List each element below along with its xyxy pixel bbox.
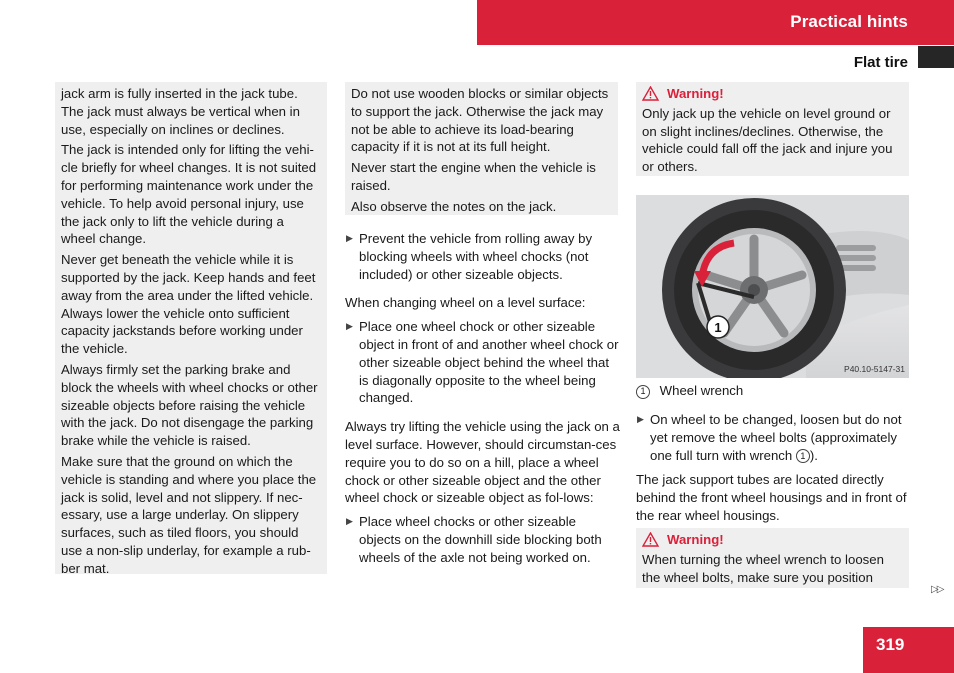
warning-heading <box>642 85 903 103</box>
paragraph: Never start the engine when the vehicle is raised. <box>351 160 596 193</box>
paragraph: Make sure that the ground on which the vehicle is standing and where you place the jack is solid, level and not slippery. If nec-essary, use a large underlay. On slippery surfaces, such as tiled floors, you should use a non-slip underlay, for example a rub-ber mat. <box>61 453 317 576</box>
paragraph: The jack is intended only for lifting the vehi-cle briefly for wheel changes. It is not suited for performing maintenance work under the vehicle. To help avoid personal injury, use the jack only to lift the vehicle during a wheel change. <box>61 142 317 247</box>
list-item <box>636 411 911 464</box>
warning-box <box>636 82 909 176</box>
section-title: Practical hints <box>790 12 908 31</box>
bullet-arrow-icon: ▶ <box>346 233 353 243</box>
wheel-wrench-illustration <box>636 195 909 378</box>
bullet-text: Place one wheel chock or other sizeable object in front of and another wheel chock or other sizeable object behind the wheel that is diagonally opposite to the wheel being changed. <box>359 319 619 406</box>
figure-code: P40.10-5147-31 <box>844 364 905 374</box>
paragraph: When changing wheel on a level surface: <box>345 295 586 311</box>
figure-callout: 1 <box>714 320 722 335</box>
continue-arrow-icon: ▷▷ <box>931 584 943 595</box>
paragraph: Never get beneath the vehicle while it is supported by the jack. Keep hands and feet away from the area under the lifted vehicle. Always lower the vehicle onto sufficient capacity jackstands before working under the vehicle. <box>61 252 316 357</box>
bolt-instructions <box>636 411 911 525</box>
chock-instructions <box>345 230 620 567</box>
bullet-arrow-icon: ▶ <box>346 321 353 332</box>
warning-title: Warning! <box>667 532 724 547</box>
legend-text: Wheel wrench <box>659 383 744 398</box>
page-number-tab <box>863 627 954 673</box>
bullet-text-end: ). <box>809 447 818 463</box>
warning-box <box>636 528 909 588</box>
wrench-reference: 1 <box>796 449 810 463</box>
legend-number: 1 <box>636 385 650 399</box>
page-number: 319 <box>876 635 905 654</box>
bullet-text: Prevent the vehicle from rolling away by blocking wheels with wheel chocks (not included) or other sizeable objects. <box>359 231 593 282</box>
paragraph: Do not use wooden blocks or similar objects to support the jack. Otherwise the jack may not be able to achieve its load-bearing capacity if it is not at its full height. <box>351 86 609 155</box>
paragraph: jack arm is fully inserted in the jack tube. The jack must always be vertical when in use, especially on inclines or declines. <box>61 86 300 137</box>
figure-legend <box>636 382 911 400</box>
warning-heading <box>642 531 903 549</box>
warning-triangle-icon <box>642 86 659 101</box>
paragraph: The jack support tubes are located directly behind the front wheel housings and in front of the rear wheel housings. <box>636 472 907 523</box>
bullet-arrow-icon: ▶ <box>346 516 353 527</box>
subsection-title: Flat tire <box>853 54 908 71</box>
warning-title: Warning! <box>667 86 724 101</box>
tire-wrench-drawing <box>636 195 909 378</box>
warning-text: When turning the wheel wrench to loosen the wheel bolts, make sure you position <box>642 551 884 585</box>
section-tab-marker <box>918 46 954 68</box>
bullet-text: Place wheel chocks or other sizeable objects on the downhill side blocking both wheels of the axle not being worked on. <box>359 514 602 565</box>
list-item <box>345 230 620 283</box>
bullet-text: On wheel to be changed, loosen but do not yet remove the wheel bolts (approximately one full turn with wrench <box>650 412 902 463</box>
paragraph: Always try lifting the vehicle using the jack on a level surface. However, should circumstan-ces require you to do so on a hill, place a wheel chock or other sizeable object and the other wheel chock or sizeable object as fol-lows: <box>345 419 620 506</box>
warning-triangle-icon <box>642 532 659 547</box>
bullet-arrow-icon: ▶ <box>637 414 644 424</box>
jack-support-notes <box>345 82 618 215</box>
warning-text: Only jack up the vehicle on level ground or on slight inclines/declines. Otherwise, the vehicle could fall off the jack and injure you or others. <box>642 105 893 175</box>
list-item <box>345 513 620 566</box>
section-header-band <box>477 0 954 45</box>
list-item <box>345 318 620 407</box>
jack-safety-notes <box>55 82 327 574</box>
paragraph: Also observe the notes on the jack. <box>351 198 557 214</box>
paragraph: Always firmly set the parking brake and block the wheels with wheel chocks or other sizeable objects before raising the vehicle with the jack. Do not disengage the parking brake while the vehicle is raised. <box>61 361 318 449</box>
